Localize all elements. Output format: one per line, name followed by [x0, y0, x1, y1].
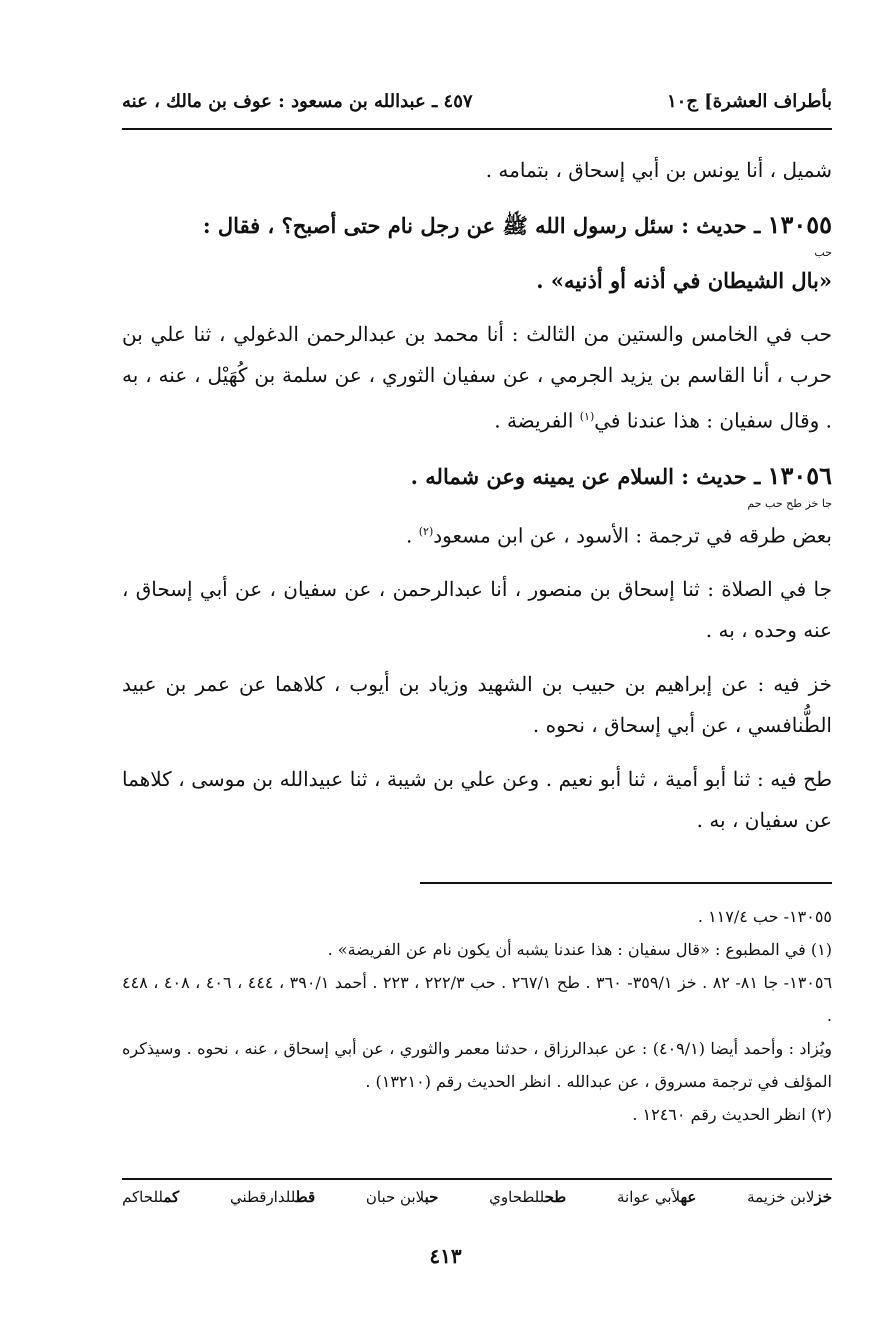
- paragraph-text: حب في الخامس والستين من الثالث : أنا محمد بن عبدالرحمن الدغولي ، ثنا علي بن حرب ، أنا القاسم بن يزيد الجرمي ، عن سفيان الثوري ، عن سلمة بن كُهَيْل ، عنه ، به . وقال سفيان : هذا عندنا في: [122, 322, 832, 433]
- legend-item: [617, 1188, 696, 1206]
- footnote-ref: (٢): [418, 524, 434, 538]
- legend-name: للطحاوي: [489, 1188, 545, 1206]
- footnote-line: (١) في المطبوع : «قال سفيان : هذا عندنا يشبه أن يكون نام عن الفريضة» .: [327, 940, 832, 959]
- abbreviation-legend: [122, 1188, 832, 1206]
- paragraph-text: بعض طرقه في ترجمة : الأسود ، عن ابن مسعود: [433, 523, 832, 548]
- legend-name: لابن خزيمة: [747, 1188, 815, 1206]
- hadith-number: ١٣٠٥٥: [767, 210, 832, 239]
- legend-name: لابن حبان: [365, 1188, 425, 1206]
- legend-item: [489, 1188, 566, 1206]
- legend-item: [122, 1188, 179, 1206]
- legend-divider: [122, 1178, 832, 1180]
- legend-code: طح: [544, 1188, 567, 1206]
- paragraph-continuation: شميل ، أنا يونس بن أبي إسحاق ، بتمامه .: [485, 158, 832, 182]
- legend-code: خز: [814, 1188, 832, 1206]
- paragraph-routes: [122, 511, 832, 557]
- legend-code: قط: [295, 1188, 316, 1206]
- footnote-line: ١٣٠٥٥- حب ١١٧/٤ .: [697, 907, 832, 926]
- footnote-line: ويُزاد : وأحمد أيضا (٤٠٩/١) : عن عبدالرزاق ، حدثنا معمر والثوري ، عن أبي إسحاق ، عنه ، نحوه . وسيذكره المؤلف في ترجمة مسروق ، عن عبدالله . انظر الحديث رقم (١٣٢١٠) .: [122, 1039, 832, 1091]
- footnotes: [122, 900, 832, 1131]
- legend-code: عه: [680, 1188, 697, 1206]
- hadith-quote: «بال الشيطان في أذنه أو أذنيه» .: [536, 268, 832, 293]
- paragraph-text: .: [406, 523, 419, 548]
- page-number: ٤١٣: [429, 1244, 462, 1268]
- paragraph-khz: خز فيه : عن إبراهيم بن حبيب بن الشهيد وزياد بن أيوب ، كلاهما عن عمر بن عبيد الطُّنافسي ، عن أبي إسحاق ، نحوه .: [122, 672, 832, 738]
- legend-item: [366, 1188, 439, 1206]
- source-codes: جا خز طح حب حم: [747, 496, 832, 510]
- header-book-title: بأطراف العشرة] ج١٠: [666, 90, 832, 112]
- header-divider: [122, 128, 832, 130]
- header-section-title: ٤٥٧ ـ عبدالله بن مسعود : عوف بن مالك ، عنه: [122, 90, 473, 112]
- legend-code: حب: [424, 1188, 439, 1206]
- paragraph-text: الفريضة .: [494, 408, 580, 433]
- legend-name: لأبي عوانة: [616, 1188, 681, 1206]
- paragraph-hib: [122, 314, 832, 442]
- footnote-ref: (١): [579, 410, 595, 423]
- legend-code: كم: [163, 1188, 180, 1206]
- footnote-line: (٢) انظر الحديث رقم ١٢٤٦٠ .: [632, 1105, 832, 1124]
- paragraph-ja: جا في الصلاة : ثنا إسحاق بن منصور ، أنا عبدالرحمن ، عن سفيان ، عن أبي إسحاق ، عنه وحده ، به .: [122, 577, 832, 643]
- main-text: [122, 150, 832, 841]
- source-codes: حب: [814, 246, 832, 259]
- legend-name: للحاكم: [122, 1188, 164, 1206]
- hadith-heading-13056: [122, 455, 832, 497]
- hadith-heading-text: ـ حديث : السلام عن يمينه وعن شماله .: [410, 463, 761, 489]
- legend-item: [747, 1188, 832, 1206]
- hadith-number: ١٣٠٥٦: [767, 460, 832, 490]
- legend-item: [230, 1188, 315, 1206]
- hadith-heading-13055: [122, 204, 832, 246]
- footnote-divider: [420, 882, 832, 884]
- running-header: [122, 84, 832, 118]
- legend-name: للدارقطني: [229, 1188, 296, 1206]
- footnote-line: ١٣٠٥٦- جا ٨١- ٨٢ . خز ٣٥٩/١- ٣٦٠ . طح ٢٦٧/١ . حب ٢٢٢/٣ ، ٢٢٣ . أحمد ٣٩٠/١ ، ٤٤٤ ، ٤٠٦ ، ٤٠٨ ، ٤٤٨ .: [122, 973, 833, 1025]
- paragraph-th: طح فيه : ثنا أبو أمية ، ثنا أبو نعيم . وعن علي بن شيبة ، ثنا عبيدالله بن موسى ، كلاهما عن سفيان ، به .: [122, 767, 832, 833]
- hadith-heading-text: ـ حديث : سئل رسول الله ﷺ عن رجل نام حتى أصبح؟ ، فقال :: [202, 213, 761, 238]
